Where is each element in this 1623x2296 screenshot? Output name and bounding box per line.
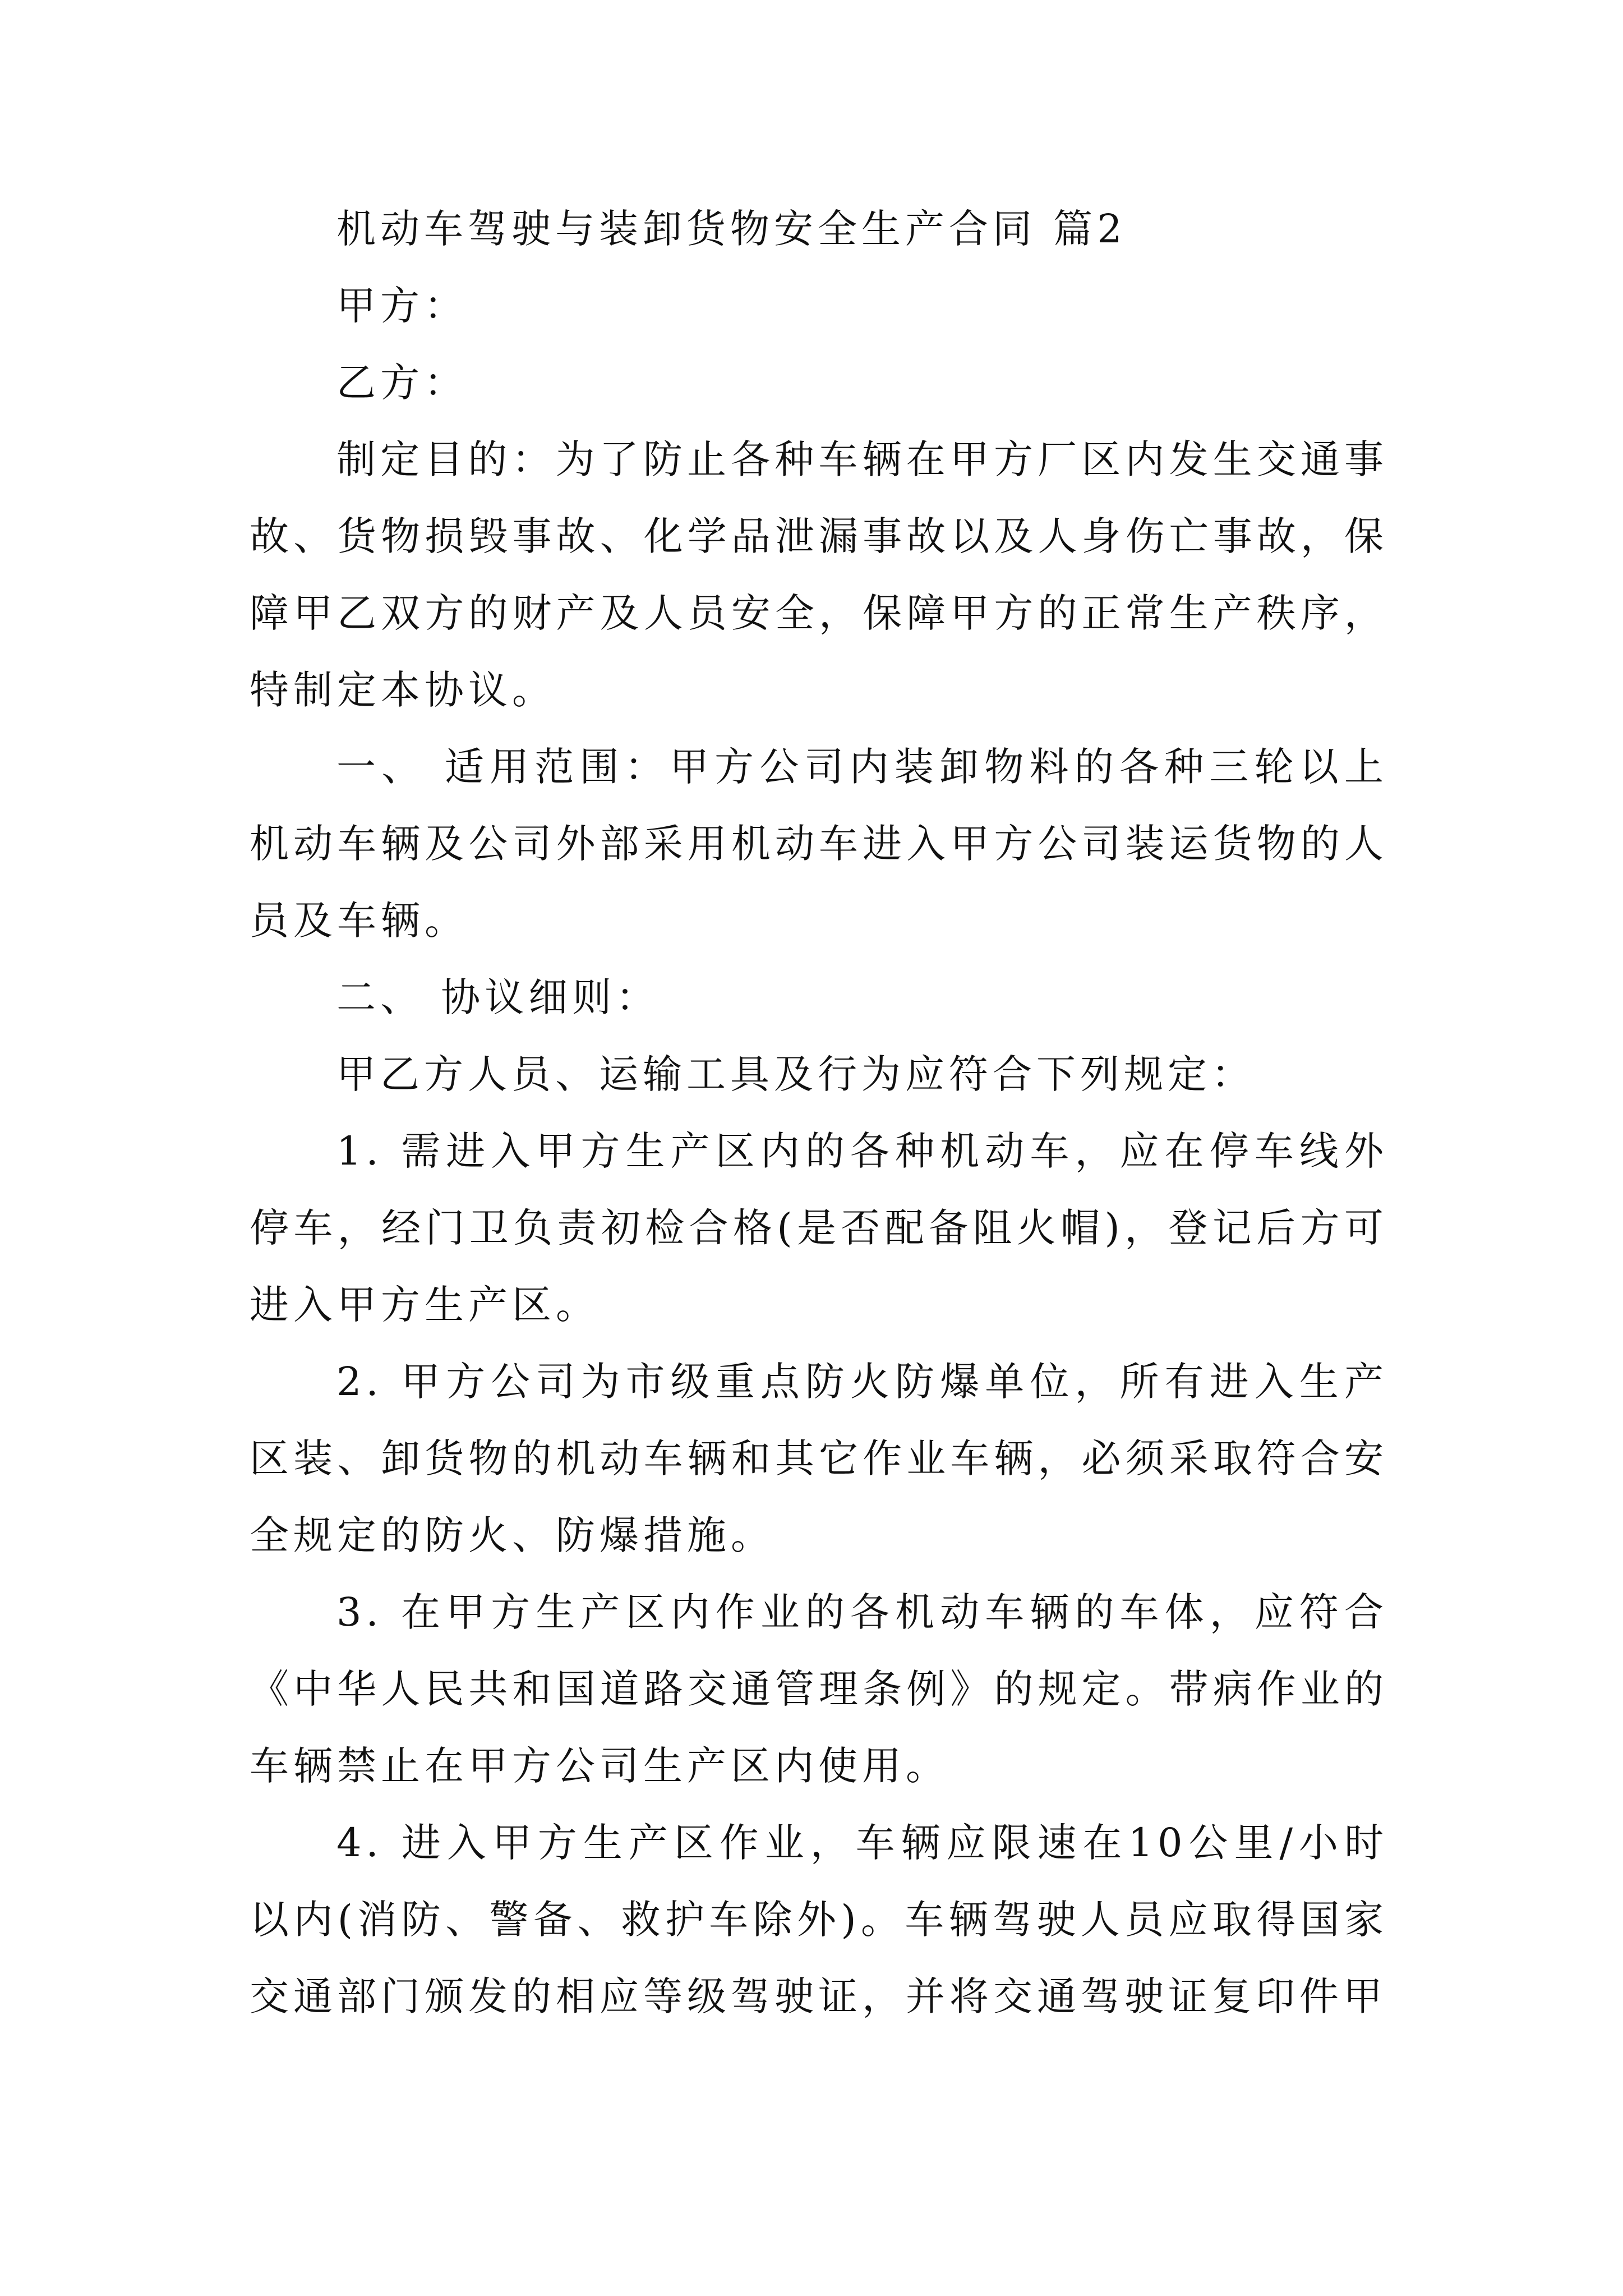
rule-item-1: 1. 需进入甲方生产区内的各种机动车，应在停车线外停车，经门卫负责初检合格(是否配备阻火帽)，登记后方可进入甲方生产区。 (250, 1128, 1388, 1328)
document-body (250, 191, 1388, 2035)
party-a-line: 甲方： (336, 283, 468, 329)
scope-paragraph: 一、 适用范围：甲方公司内装卸物料的各种三轮以上机动车辆及公司外部采用机动车进入甲方公司装运货物的人员及车辆。 (250, 744, 1388, 944)
rules-intro: 甲乙方人员、运输工具及行为应符合下列规定： (336, 1051, 1255, 1097)
party-b-line: 乙方： (336, 360, 468, 406)
rules-heading: 二、 协议细则： (336, 974, 660, 1020)
rule-item-2: 2. 甲方公司为市级重点防火防爆单位，所有进入生产区装、卸货物的机动车辆和其它作业车辆，必须采取符合安全规定的防火、防爆措施。 (250, 1359, 1388, 1558)
purpose-paragraph: 制定目的：为了防止各种车辆在甲方厂区内发生交通事故、货物损毁事故、化学品泄漏事故以及人身伤亡事故，保障甲乙双方的财产及人员安全，保障甲方的正常生产秩序，特制定本协议。 (250, 436, 1388, 713)
document-title: 机动车驾驶与装卸货物安全生产合同 篇2 (336, 206, 1127, 252)
rule-item-3: 3. 在甲方生产区内作业的各机动车辆的车体，应符合《中华人民共和国道路交通管理条例》的规定。带病作业的车辆禁止在甲方公司生产区内使用。 (250, 1589, 1388, 1789)
rule-item-4: 4. 进入甲方生产区作业，车辆应限速在10公里/小时以内(消防、警备、救护车除外)。车辆驾驶人员应取得国家交通部门颁发的相应等级驾驶证，并将交通驾驶证复印件甲 (250, 1820, 1388, 2019)
